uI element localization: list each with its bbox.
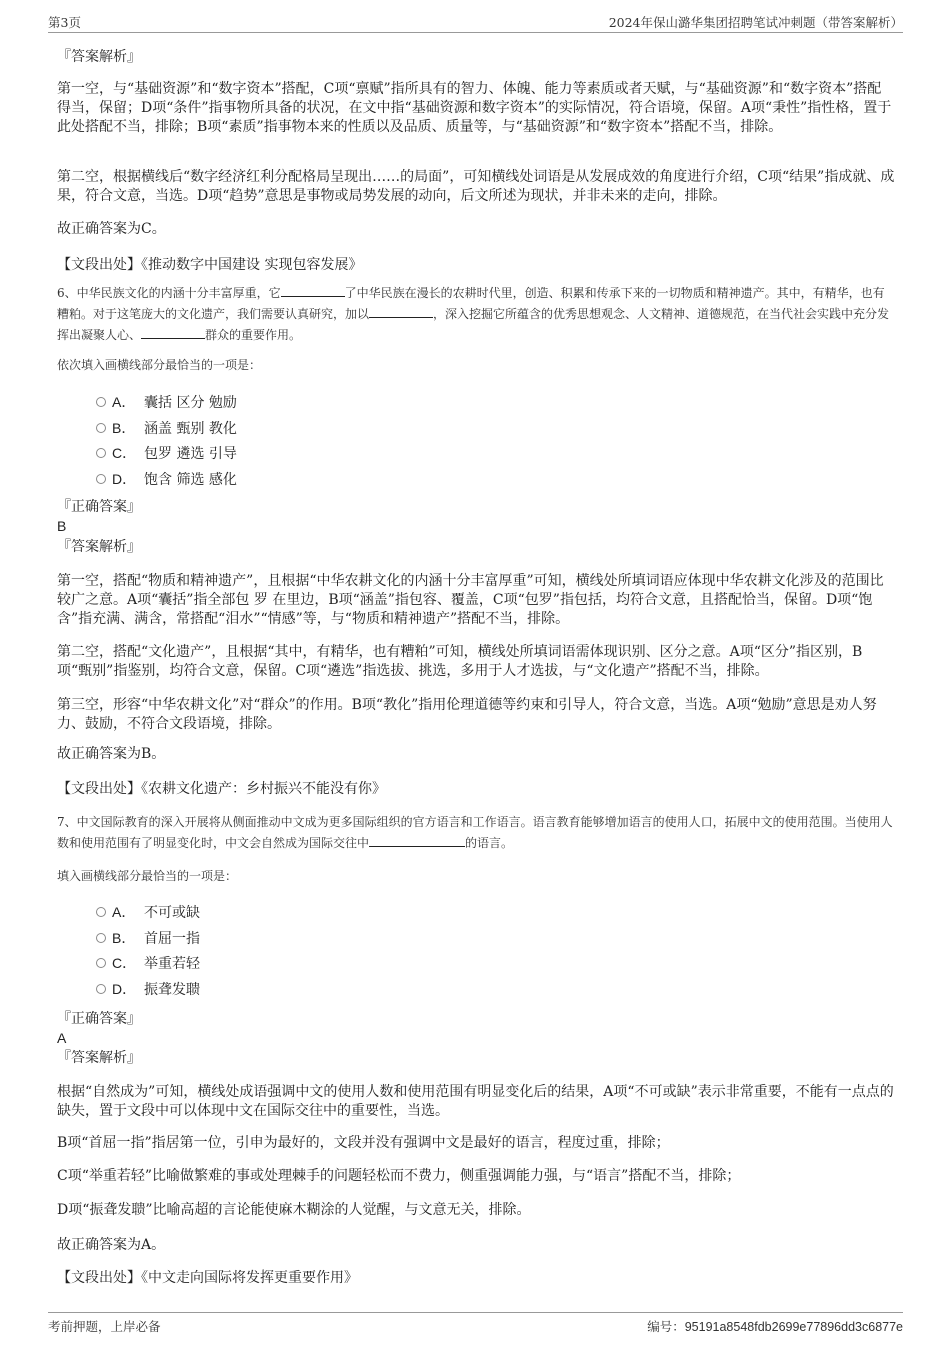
radio-button[interactable]	[96, 984, 106, 994]
q5-analysis-paragraph-2: 第二空，根据横线后“数字经济红利分配格局呈现出……的局面”，可知横线处词语是从发展成效的角度进行介绍，C项“结果”指成就、成果，符合文意，当选。D项“趋势”意思是事物或局势发展的动向，后文所述为现状，并非未来的走向，排除。	[57, 169, 895, 204]
blank-line	[369, 305, 433, 318]
q7-answer-statement: 故正确答案为A。	[57, 1237, 166, 1253]
q7-analysis-paragraph-4: D项“振聋发聩”比喻高超的言论能使麻木糊涂的人觉醒，与文意无关，排除。	[57, 1202, 531, 1218]
q6-option-d[interactable]: D． 饱含 筛选 感化	[112, 467, 412, 493]
document-code: 编号：95191a8548fdb2699e77896dd3c6877e	[647, 1319, 903, 1334]
q7-analysis-label: 『答案解析』	[57, 1050, 141, 1066]
q6-correct-label: 『正确答案』	[57, 499, 141, 515]
radio-button[interactable]	[96, 933, 106, 943]
q6-option-b[interactable]: B． 涵盖 甄别 教化	[112, 416, 412, 442]
q7-option-d[interactable]: D． 振聋发聩	[112, 977, 412, 1003]
page-number: 第3页	[48, 15, 81, 30]
radio-button[interactable]	[96, 474, 106, 484]
q6-options	[112, 390, 412, 492]
q7-correct-answer: A	[57, 1030, 67, 1046]
q7-source: 【文段出处】《中文走向国际将发挥更重要作用》	[57, 1270, 358, 1286]
q7-prompt: 填入画横线部分最恰当的一项是：	[57, 869, 238, 883]
q5-answer-statement: 故正确答案为C。	[57, 221, 166, 237]
q6-option-a[interactable]: A． 囊括 区分 勉励	[112, 390, 412, 416]
q5-analysis-paragraph-1: 第一空，与“基础资源”和“数字资本”搭配，C项“禀赋”指所具有的智力、体魄、能力等素质或者天赋，与“基础资源”和“数字资本”搭配得当，保留；D项“条件”指事物所具备的状况，在文中指“基础资源和数字资本”的实际情况，符合语境，保留。A项“秉性”指性格，置于此处搭配不当，排除；B项“素质”指事物本来的性质以及品质、质量等，与“基础资源”和“数字资本”搭配不当，排除。	[57, 81, 892, 135]
q7-correct-label: 『正确答案』	[57, 1011, 141, 1027]
blank-line	[369, 834, 465, 847]
q7-analysis-paragraph-3: C项“举重若轻”比喻做繁难的事或处理棘手的问题轻松而不费力，侧重强调能力强，与“语言”搭配不当，排除；	[57, 1168, 741, 1184]
q6-analysis-paragraph-2: 第二空，搭配“文化遗产”，且根据“其中，有精华，也有糟粕”可知，横线处所填词语需体现识别、区分之意。A项“区分”指区别，B项“甄别”指鉴别，均符合文意，保留。C项“遴选”指选拔、挑选，多用于人才选拔，与“文化遗产”搭配不当，排除。	[57, 644, 863, 679]
q7-stem: 7、中文国际教育的深入开展将从侧面推动中文成为更多国际组织的官方语言和工作语言。语言教育能够增加语言的使用人口，拓展中文的使用范围。当使用人数和使用范围有了明显变化时，中文会自然成为国际交往中 的语言。	[57, 815, 893, 850]
q6-analysis-label: 『答案解析』	[57, 539, 141, 555]
q5-source: 【文段出处】《推动数字中国建设 实现包容发展》	[57, 257, 363, 273]
radio-button[interactable]	[96, 958, 106, 968]
footer-note: 考前押题，上岸必备	[48, 1319, 161, 1334]
q5-analysis-label: 『答案解析』	[57, 49, 141, 65]
q6-answer-statement: 故正确答案为B。	[57, 746, 166, 762]
q6-analysis-paragraph-1: 第一空，搭配“物质和精神遗产”，且根据“中华农耕文化的内涵十分丰富厚重”可知，横线处所填词语应体现中华农耕文化涉及的范围比较广之意。A项“囊括”指全部包 罗 在里边，B项“涵盖”指包容、覆盖，C项“包罗”指包括，均符合文意，且搭配恰当，保留。D项“饱含”指充满、满含，常搭配“泪水”“情感”等，与“物质和精神遗产”搭配不当，排除。	[57, 573, 884, 627]
q6-source: 【文段出处】《农耕文化遗产：乡村振兴不能没有你》	[57, 781, 386, 797]
q6-analysis-paragraph-3: 第三空，形容“中华农耕文化”对“群众”的作用。B项“教化”指用伦理道德等约束和引导人，符合文意，当选。A项“勉励”意思是劝人努力、鼓励，不符合文段语境，排除。	[57, 697, 877, 732]
blank-line	[141, 326, 205, 339]
radio-button[interactable]	[96, 448, 106, 458]
page-footer	[48, 1312, 903, 1337]
q7-option-b[interactable]: B． 首屈一指	[112, 926, 412, 952]
q7-options	[112, 900, 412, 1002]
q6-stem: 6、中华民族文化的内涵十分丰富厚重，它 了中华民族在漫长的农耕时代里，创造、积累和传承下来的一切物质和精神遗产。其中，有精华，也有糟粕。对于这笔庞大的文化遗产，我们需要认真研究，加以 ，深入挖掘它所蕴含的优秀思想观念、人文精神、道德规范，在当代社会实践中充分发挥出凝聚人心、 群众的重要作用。	[57, 286, 890, 342]
document-title: 2024年保山潞华集团招聘笔试冲刺题（带答案解析）	[608, 15, 903, 30]
page-header	[48, 10, 903, 33]
q7-analysis-paragraph-2: B项“首屈一指”指居第一位，引申为最好的，文段并没有强调中文是最好的语言，程度过重，排除；	[57, 1135, 670, 1151]
radio-button[interactable]	[96, 397, 106, 407]
q7-analysis-paragraph-1: 根据“自然成为”可知，横线处成语强调中文的使用人数和使用范围有明显变化后的结果，A项“不可或缺”表示非常重要，不能有一点点的缺失，置于文段中可以体现中文在国际交往中的重要性，当选。	[57, 1084, 894, 1119]
radio-button[interactable]	[96, 907, 106, 917]
radio-button[interactable]	[96, 423, 106, 433]
q7-option-a[interactable]: A． 不可或缺	[112, 900, 412, 926]
q6-option-c[interactable]: C． 包罗 遴选 引导	[112, 441, 412, 467]
q7-option-c[interactable]: C． 举重若轻	[112, 951, 412, 977]
q6-prompt: 依次填入画横线部分最恰当的一项是：	[57, 358, 262, 372]
blank-line	[281, 284, 345, 297]
q6-correct-answer: B	[57, 518, 67, 534]
